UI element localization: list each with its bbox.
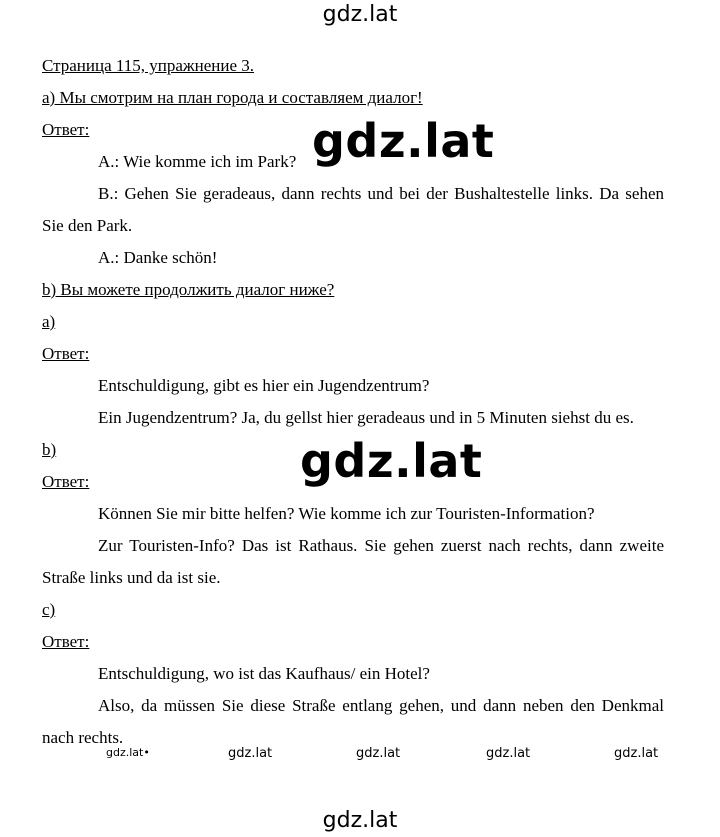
dialog-line: Entschuldigung, gibt es hier ein Jugendzentrum? — [98, 376, 430, 395]
page-header: Страница 115, упражнение 3. — [42, 56, 255, 75]
dialog-line: B.: Gehen Sie geradeaus, dann rechts und bei der Bushaltestelle links. Da sehen Sie den Park. — [42, 184, 664, 235]
answer-label: Ответ: — [42, 632, 90, 651]
watermark-small: gdz.lat — [614, 746, 659, 761]
watermark-small: gdz.lat — [228, 746, 273, 761]
watermark-small: gdz.lat• — [106, 746, 150, 759]
watermark-small: gdz.lat — [356, 746, 401, 761]
watermark-top: gdz.lat — [322, 2, 398, 27]
subtask-label: a) — [42, 312, 56, 331]
watermark-large: gdz.lat — [300, 434, 483, 488]
subtask-label: b) — [42, 440, 57, 459]
answer-label: Ответ: — [42, 344, 90, 363]
subtask-label: c) — [42, 600, 56, 619]
task-a-heading: a) Мы смотрим на план города и составляем диалог! — [42, 88, 423, 107]
dialog-line: Ein Jugendzentrum? Ja, du gellst hier geradeaus und in 5 Minuten siehst du es. — [98, 408, 634, 427]
answer-label: Ответ: — [42, 120, 90, 139]
dialog-line: Können Sie mir bitte helfen? Wie komme ich zur Touristen-Information? — [98, 504, 595, 523]
dialog-line: Entschuldigung, wo ist das Kaufhaus/ ein Hotel? — [98, 664, 430, 683]
dialog-line: Also, da müssen Sie diese Straße entlang gehen, und dann neben den Denkmal nach rechts. — [42, 696, 664, 747]
dialog-line: A.: Wie komme ich im Park? — [98, 152, 297, 171]
watermark-large: gdz.lat — [312, 114, 495, 168]
answer-label: Ответ: — [42, 472, 90, 491]
task-b-heading: b) Вы можете продолжить диалог ниже? — [42, 280, 335, 299]
watermark-small: gdz.lat — [486, 746, 531, 761]
watermark-bottom: gdz.lat — [322, 808, 398, 833]
watermark-row — [0, 746, 720, 764]
dialog-line: Zur Touristen-Info? Das ist Rathaus. Sie gehen zuerst nach rechts, dann zweite Straße links und da ist sie. — [42, 536, 664, 587]
dialog-line: A.: Danke schön! — [98, 248, 218, 267]
